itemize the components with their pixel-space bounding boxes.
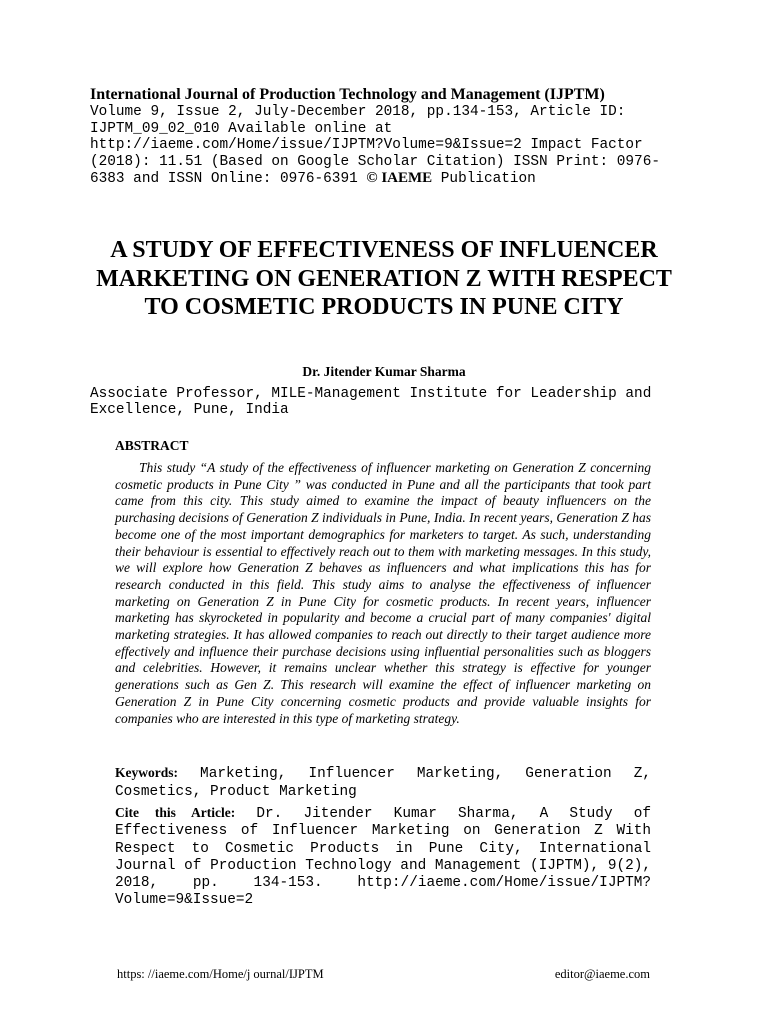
keywords-label: Keywords: xyxy=(115,765,178,780)
abstract-body: This study “A study of the effectiveness of influencer marketing on Generation Z concerning cosmetic products in Pune City ” was conducted in Pune and all the participants that took part came from this city. This study aimed to examine the impact of beauty influencers on the purchasing decisions of Generation Z individuals in Pune, India. In recent years, Generation Z has become one of the most important demographics for marketers to target. As such, understanding their behaviour is essential to effectively reach out to them with marketing messages. In this study, we will explore how Generation Z behaves as influencers and what implications this has for research conducted in this field. This study aims to analyse the effectiveness of influencer marketing on Generation Z in Pune City for cosmetic products. In recent years, influencer marketing has skyrocketed in popularity and become a crucial part of many companies' digital marketing strategies. It has allowed companies to reach out directly to their target audience more effectively and influence their purchase decisions using influential personalities such as bloggers and celebrities. However, it remains unclear whether this strategy is effective for younger generations such as Gen Z. This research will examine the effect of influencer marketing on Generation Z in Pune City concerning cosmetic products and provide valuable insights for companies who are interested in this type of marketing strategy. xyxy=(115,460,651,726)
keywords-value: Marketing, Influencer Marketing, Generation Z, Cosmetics, Product Marketing xyxy=(115,766,651,800)
journal-title: International Journal of Production Technology and Management (IJPTM) xyxy=(90,86,605,103)
footer-journal-url[interactable]: https: //iaeme.com/Home/j ournal/IJPTM xyxy=(117,967,324,981)
keywords xyxy=(115,765,651,800)
copyright-iaeme: © IAEME xyxy=(366,170,433,186)
abstract-heading: ABSTRACT xyxy=(115,438,189,453)
journal-metadata xyxy=(90,104,680,188)
journal-metadata-text: Volume 9, Issue 2, July-December 2018, pp.134-153, Article ID: IJPTM_09_02_010 Available online at http://iaeme.com/Home/issue/IJPTM?Volume=9&Issue=2 Impact Factor (2018): 11.51 (Based on Google Scholar Citation) ISSN Print: 0976-6383 and ISSN Online: 0976-6391 xyxy=(90,104,660,187)
author-affiliation: Associate Professor, MILE-Management Institute for Leadership and Excellence, Pune, India xyxy=(90,386,652,418)
publication-label: Publication xyxy=(432,171,536,187)
footer-email[interactable]: editor@iaeme.com xyxy=(554,967,650,981)
citation xyxy=(115,805,651,909)
citation-label: Cite this Article: xyxy=(115,805,236,820)
paper-title: A STUDY OF EFFECTIVENESS OF INFLUENCER MARKETING ON GENERATION Z WITH RESPECT TO COSMETIC PRODUCTS IN PUNE CITY xyxy=(96,237,672,320)
author-name: Dr. Jitender Kumar Sharma xyxy=(302,364,466,379)
citation-value: Dr. Jitender Kumar Sharma, A Study of Effectiveness of Influencer Marketing on Generation Z With Respect to Cosmetic Products in Pune City, International Journal of Production Technology and Management (IJPTM), 9(2), 2018, pp. 134-153. http://iaeme.com/Home/issue/IJPTM?Volume=9&Issue=2 xyxy=(115,806,651,909)
